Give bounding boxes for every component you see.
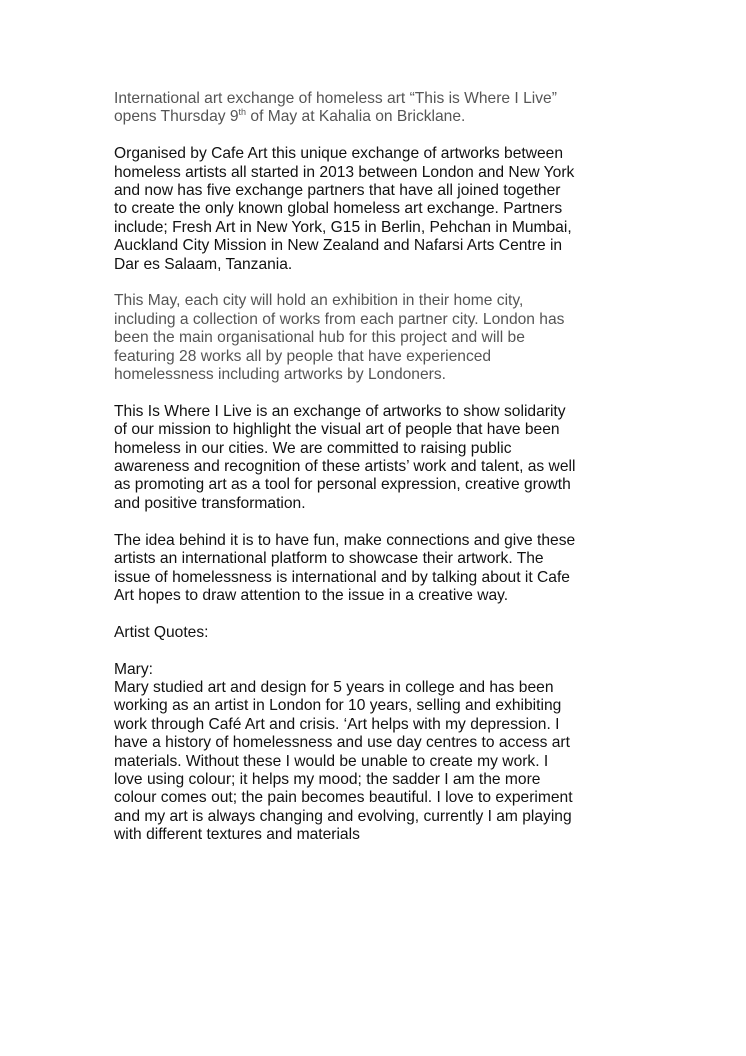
paragraph-line: issue of homelessness is international and by talking about it Cafe [114,568,570,586]
paragraph-line: have a history of homelessness and use day centres to access art [114,734,570,752]
paragraph-line: Mary studied art and design for 5 years in college and has been [114,678,554,696]
paragraph-line: working as an artist in London for 10 years, selling and exhibiting [114,697,562,715]
paragraph-line: homeless in our cities. We are committed to raising public [114,439,512,457]
paragraph-line: with different textures and materials [114,826,360,844]
paragraph-line: and my art is always changing and evolving, currently I am playing [114,807,572,825]
idea-paragraph [114,532,634,606]
artist-name: Mary: [114,660,153,678]
paragraph-line: Dar es Salaam, Tanzania. [114,255,293,273]
mission-paragraph [114,403,634,513]
paragraph-line: of our mission to highlight the visual art of people that have been [114,421,560,439]
paragraph-line: The idea behind it is to have fun, make connections and give these [114,531,576,549]
paragraph-line: This May, each city will hold an exhibition in their home city, [114,292,524,310]
paragraph-line: include; Fresh Art in New York, G15 in Berlin, Pehchan in Mumbai, [114,218,572,236]
ordinal-suffix: th [238,107,247,118]
paragraph-line: and now has five exchange partners that have all joined together [114,182,561,200]
paragraph-line: homeless artists all started in 2013 between London and New York [114,163,575,181]
intro-line-2 [114,108,634,126]
paragraph-line: awareness and recognition of these artists’ work and talent, as well [114,458,576,476]
paragraph-line: love using colour; it helps my mood; the sadder I am the more [114,770,541,788]
paragraph-line: This Is Where I Live is an exchange of artworks to show solidarity [114,402,566,420]
organiser-paragraph [114,145,634,274]
paragraph-line: Art hopes to draw attention to the issue in a creative way. [114,586,509,604]
exhibition-paragraph [114,292,634,384]
document-page [114,90,634,863]
intro-line-2-end: of May at Kahalia on Bricklane. [246,108,466,126]
paragraph-line: Organised by Cafe Art this unique exchange of artworks between [114,145,564,163]
mary-quote [114,661,634,845]
intro-line-2-start: opens Thursday 9 [114,108,239,126]
paragraph-line: and positive transformation. [114,494,306,512]
paragraph-line: featuring 28 works all by people that have experienced [114,347,492,365]
intro-line-1: International art exchange of homeless art “This is Where I Live” [114,90,557,107]
paragraph-line: to create the only known global homeless art exchange. Partners [114,200,563,218]
paragraph-line: work through Café Art and crisis. ‘Art helps with my depression. I [114,715,560,733]
paragraph-line: as promoting art as a tool for personal expression, creative growth [114,476,571,494]
paragraph-line: homelessness including artworks by Londoners. [114,366,446,384]
paragraph-line: Auckland City Mission in New Zealand and Nafarsi Arts Centre in [114,237,563,255]
intro-paragraph [114,90,634,127]
quotes-heading: Artist Quotes: [114,623,209,641]
paragraph-line: colour comes out; the pain becomes beautiful. I love to experiment [114,789,573,807]
paragraph-line: including a collection of works from each partner city. London has [114,310,565,328]
paragraph-line: been the main organisational hub for this project and will be [114,329,525,347]
paragraph-line: materials. Without these I would be unable to create my work. I [114,752,549,770]
paragraph-line: artists an international platform to showcase their artwork. The [114,550,544,568]
